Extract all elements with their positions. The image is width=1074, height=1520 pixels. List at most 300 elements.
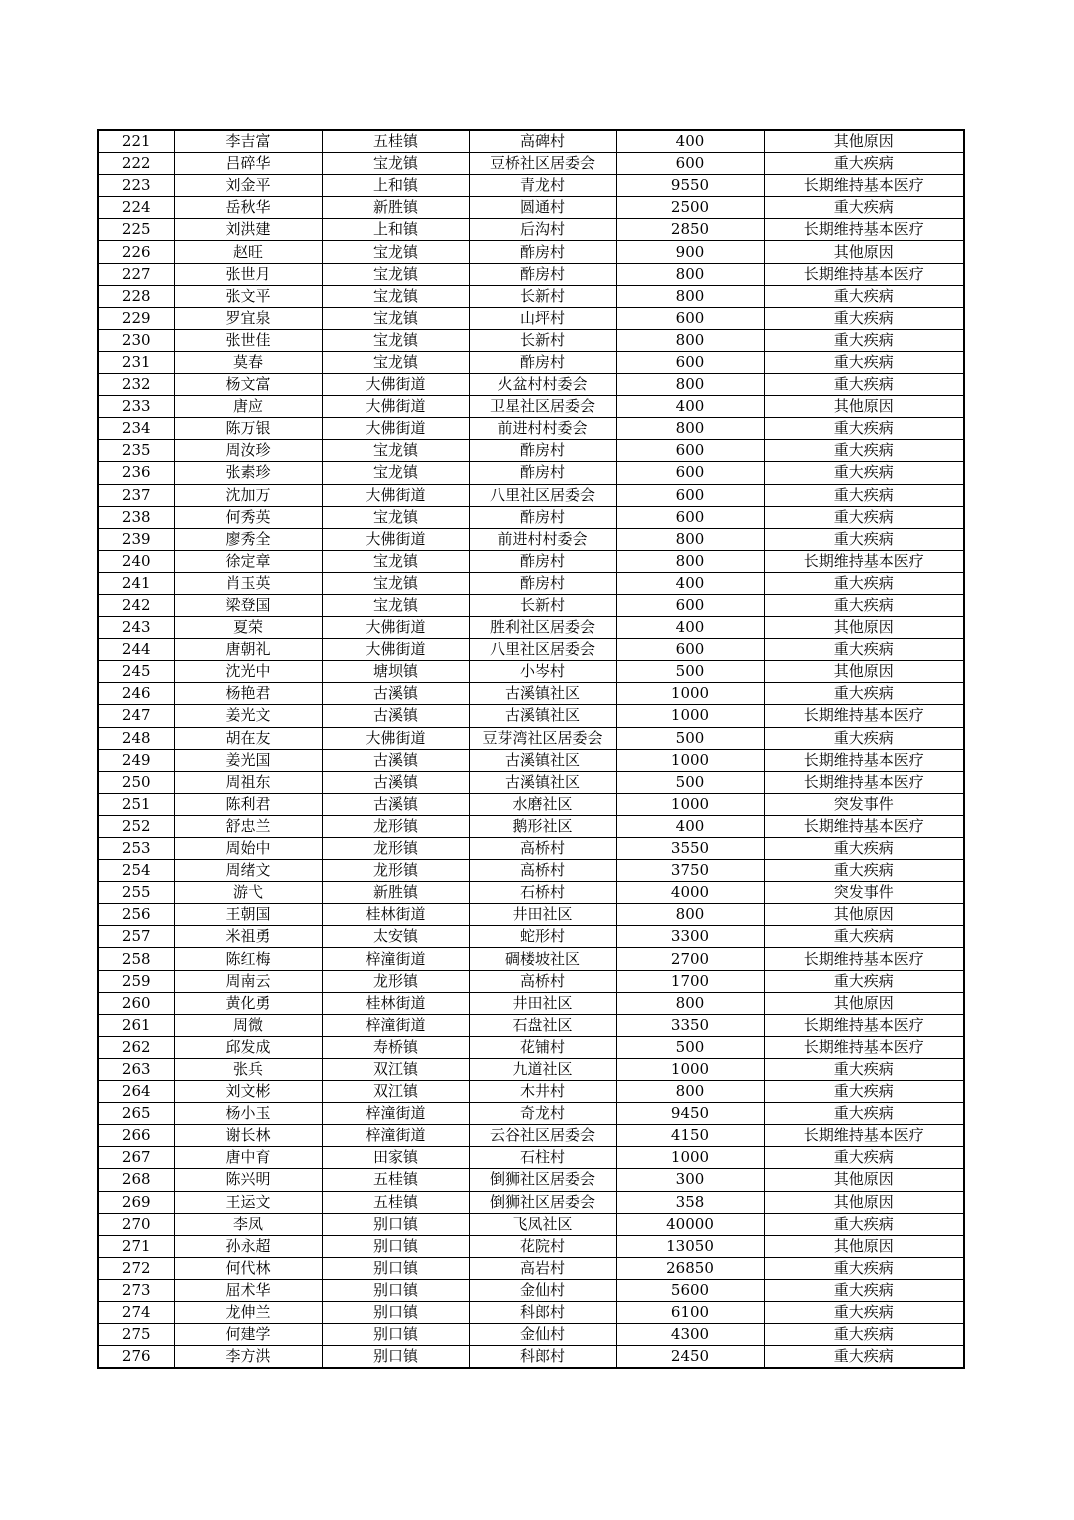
row-number-cell: 246	[98, 683, 174, 705]
village-cell: 高岩村	[469, 1257, 616, 1279]
name-cell: 陈利君	[174, 793, 322, 815]
village-cell: 山坪村	[469, 307, 616, 329]
amount-cell: 600	[616, 639, 764, 661]
village-cell: 高桥村	[469, 970, 616, 992]
assistance-table	[97, 129, 965, 1369]
village-cell: 八里社区居委会	[469, 639, 616, 661]
name-cell: 李吉富	[174, 130, 322, 153]
reason-cell: 重大疾病	[764, 528, 964, 550]
village-cell: 酢房村	[469, 506, 616, 528]
town-cell: 大佛街道	[322, 639, 469, 661]
amount-cell: 9550	[616, 175, 764, 197]
row-number-cell: 224	[98, 197, 174, 219]
row-number-cell: 226	[98, 241, 174, 263]
table-row	[98, 528, 964, 550]
row-number-cell: 241	[98, 572, 174, 594]
table-row	[98, 1301, 964, 1323]
town-cell: 新胜镇	[322, 882, 469, 904]
village-cell: 蛇形村	[469, 926, 616, 948]
table-row	[98, 1103, 964, 1125]
table-row	[98, 285, 964, 307]
amount-cell: 400	[616, 815, 764, 837]
name-cell: 周绪文	[174, 860, 322, 882]
name-cell: 陈万银	[174, 418, 322, 440]
town-cell: 五桂镇	[322, 1191, 469, 1213]
town-cell: 别口镇	[322, 1346, 469, 1369]
town-cell: 五桂镇	[322, 130, 469, 153]
amount-cell: 800	[616, 418, 764, 440]
town-cell: 宝龙镇	[322, 572, 469, 594]
name-cell: 周祖东	[174, 771, 322, 793]
town-cell: 宝龙镇	[322, 307, 469, 329]
name-cell: 赵旺	[174, 241, 322, 263]
reason-cell: 重大疾病	[764, 1301, 964, 1323]
town-cell: 大佛街道	[322, 418, 469, 440]
row-number-cell: 242	[98, 594, 174, 616]
village-cell: 酢房村	[469, 241, 616, 263]
reason-cell: 长期维持基本医疗	[764, 550, 964, 572]
village-cell: 古溪镇社区	[469, 683, 616, 705]
reason-cell: 长期维持基本医疗	[764, 1125, 964, 1147]
village-cell: 云谷社区居委会	[469, 1125, 616, 1147]
town-cell: 宝龙镇	[322, 462, 469, 484]
village-cell: 长新村	[469, 594, 616, 616]
name-cell: 王朝国	[174, 904, 322, 926]
row-number-cell: 250	[98, 771, 174, 793]
village-cell: 九道社区	[469, 1058, 616, 1080]
town-cell: 梓潼街道	[322, 948, 469, 970]
reason-cell: 重大疾病	[764, 683, 964, 705]
row-number-cell: 231	[98, 351, 174, 373]
village-cell: 石桥村	[469, 882, 616, 904]
village-cell: 高桥村	[469, 838, 616, 860]
row-number-cell: 238	[98, 506, 174, 528]
row-number-cell: 253	[98, 838, 174, 860]
table-row	[98, 1279, 964, 1301]
row-number-cell: 243	[98, 617, 174, 639]
row-number-cell: 266	[98, 1125, 174, 1147]
village-cell: 科郎村	[469, 1346, 616, 1369]
town-cell: 大佛街道	[322, 617, 469, 639]
table-row	[98, 1036, 964, 1058]
village-cell: 长新村	[469, 329, 616, 351]
village-cell: 石盘社区	[469, 1014, 616, 1036]
name-cell: 姜光文	[174, 705, 322, 727]
amount-cell: 400	[616, 396, 764, 418]
reason-cell: 重大疾病	[764, 418, 964, 440]
name-cell: 米祖勇	[174, 926, 322, 948]
town-cell: 宝龙镇	[322, 594, 469, 616]
town-cell: 大佛街道	[322, 528, 469, 550]
village-cell: 井田社区	[469, 992, 616, 1014]
row-number-cell: 273	[98, 1279, 174, 1301]
row-number-cell: 274	[98, 1301, 174, 1323]
name-cell: 邱发成	[174, 1036, 322, 1058]
row-number-cell: 271	[98, 1235, 174, 1257]
reason-cell: 重大疾病	[764, 838, 964, 860]
town-cell: 寿桥镇	[322, 1036, 469, 1058]
row-number-cell: 258	[98, 948, 174, 970]
village-cell: 长新村	[469, 285, 616, 307]
town-cell: 别口镇	[322, 1235, 469, 1257]
row-number-cell: 275	[98, 1324, 174, 1346]
town-cell: 宝龙镇	[322, 153, 469, 175]
reason-cell: 重大疾病	[764, 1346, 964, 1369]
table-row	[98, 1081, 964, 1103]
amount-cell: 40000	[616, 1213, 764, 1235]
reason-cell: 长期维持基本医疗	[764, 263, 964, 285]
town-cell: 塘坝镇	[322, 661, 469, 683]
amount-cell: 3350	[616, 1014, 764, 1036]
row-number-cell: 254	[98, 860, 174, 882]
name-cell: 张世月	[174, 263, 322, 285]
reason-cell: 重大疾病	[764, 153, 964, 175]
amount-cell: 600	[616, 440, 764, 462]
village-cell: 酢房村	[469, 462, 616, 484]
name-cell: 廖秀全	[174, 528, 322, 550]
town-cell: 别口镇	[322, 1279, 469, 1301]
village-cell: 古溪镇社区	[469, 705, 616, 727]
row-number-cell: 230	[98, 329, 174, 351]
amount-cell: 400	[616, 617, 764, 639]
reason-cell: 其他原因	[764, 1169, 964, 1191]
town-cell: 别口镇	[322, 1301, 469, 1323]
table-row	[98, 197, 964, 219]
town-cell: 别口镇	[322, 1257, 469, 1279]
name-cell: 吕碎华	[174, 153, 322, 175]
row-number-cell: 247	[98, 705, 174, 727]
village-cell: 高碑村	[469, 130, 616, 153]
village-cell: 倒狮社区居委会	[469, 1191, 616, 1213]
table-row	[98, 1191, 964, 1213]
row-number-cell: 236	[98, 462, 174, 484]
row-number-cell: 227	[98, 263, 174, 285]
row-number-cell: 244	[98, 639, 174, 661]
village-cell: 前进村村委会	[469, 528, 616, 550]
name-cell: 岳秋华	[174, 197, 322, 219]
amount-cell: 800	[616, 992, 764, 1014]
reason-cell: 突发事件	[764, 793, 964, 815]
row-number-cell: 228	[98, 285, 174, 307]
amount-cell: 500	[616, 727, 764, 749]
name-cell: 周微	[174, 1014, 322, 1036]
table-row	[98, 948, 964, 970]
reason-cell: 重大疾病	[764, 926, 964, 948]
town-cell: 宝龙镇	[322, 440, 469, 462]
reason-cell: 其他原因	[764, 992, 964, 1014]
amount-cell: 400	[616, 130, 764, 153]
table-row	[98, 639, 964, 661]
name-cell: 张世佳	[174, 329, 322, 351]
table-row	[98, 153, 964, 175]
village-cell: 飞凤社区	[469, 1213, 616, 1235]
amount-cell: 600	[616, 307, 764, 329]
name-cell: 谢长林	[174, 1125, 322, 1147]
row-number-cell: 265	[98, 1103, 174, 1125]
row-number-cell: 232	[98, 374, 174, 396]
reason-cell: 重大疾病	[764, 440, 964, 462]
name-cell: 梁登国	[174, 594, 322, 616]
amount-cell: 400	[616, 572, 764, 594]
name-cell: 沈加万	[174, 484, 322, 506]
village-cell: 后沟村	[469, 219, 616, 241]
village-cell: 酢房村	[469, 263, 616, 285]
name-cell: 何建学	[174, 1324, 322, 1346]
reason-cell: 重大疾病	[764, 1324, 964, 1346]
row-number-cell: 234	[98, 418, 174, 440]
row-number-cell: 257	[98, 926, 174, 948]
amount-cell: 1000	[616, 705, 764, 727]
table-row	[98, 882, 964, 904]
table-row	[98, 263, 964, 285]
row-number-cell: 222	[98, 153, 174, 175]
name-cell: 周始中	[174, 838, 322, 860]
table-row	[98, 705, 964, 727]
name-cell: 杨文富	[174, 374, 322, 396]
reason-cell: 重大疾病	[764, 1058, 964, 1080]
reason-cell: 长期维持基本医疗	[764, 1014, 964, 1036]
village-cell: 青龙村	[469, 175, 616, 197]
row-number-cell: 235	[98, 440, 174, 462]
reason-cell: 长期维持基本医疗	[764, 771, 964, 793]
amount-cell: 600	[616, 462, 764, 484]
table-row	[98, 1058, 964, 1080]
table-row	[98, 307, 964, 329]
table-row	[98, 617, 964, 639]
table-row	[98, 506, 964, 528]
table-row	[98, 1169, 964, 1191]
village-cell: 鹅形社区	[469, 815, 616, 837]
name-cell: 唐朝礼	[174, 639, 322, 661]
reason-cell: 重大疾病	[764, 285, 964, 307]
table-row	[98, 749, 964, 771]
town-cell: 双江镇	[322, 1081, 469, 1103]
table-row	[98, 860, 964, 882]
reason-cell: 长期维持基本医疗	[764, 815, 964, 837]
reason-cell: 重大疾病	[764, 484, 964, 506]
town-cell: 宝龙镇	[322, 550, 469, 572]
table-row	[98, 440, 964, 462]
village-cell: 小岑村	[469, 661, 616, 683]
village-cell: 金仙村	[469, 1324, 616, 1346]
name-cell: 姜光国	[174, 749, 322, 771]
row-number-cell: 256	[98, 904, 174, 926]
amount-cell: 800	[616, 285, 764, 307]
reason-cell: 其他原因	[764, 130, 964, 153]
village-cell: 花铺村	[469, 1036, 616, 1058]
village-cell: 木井村	[469, 1081, 616, 1103]
table-row	[98, 1125, 964, 1147]
reason-cell: 重大疾病	[764, 1213, 964, 1235]
table-row	[98, 418, 964, 440]
town-cell: 宝龙镇	[322, 263, 469, 285]
reason-cell: 重大疾病	[764, 572, 964, 594]
village-cell: 金仙村	[469, 1279, 616, 1301]
table-row	[98, 727, 964, 749]
reason-cell: 重大疾病	[764, 374, 964, 396]
amount-cell: 600	[616, 506, 764, 528]
name-cell: 李凤	[174, 1213, 322, 1235]
amount-cell: 800	[616, 263, 764, 285]
town-cell: 古溪镇	[322, 683, 469, 705]
table-row	[98, 970, 964, 992]
table-row	[98, 1213, 964, 1235]
table-row	[98, 904, 964, 926]
town-cell: 别口镇	[322, 1324, 469, 1346]
town-cell: 双江镇	[322, 1058, 469, 1080]
table-row	[98, 462, 964, 484]
name-cell: 李方洪	[174, 1346, 322, 1369]
name-cell: 孙永超	[174, 1235, 322, 1257]
reason-cell: 重大疾病	[764, 727, 964, 749]
row-number-cell: 272	[98, 1257, 174, 1279]
reason-cell: 突发事件	[764, 882, 964, 904]
table-row	[98, 130, 964, 153]
town-cell: 上和镇	[322, 175, 469, 197]
amount-cell: 1000	[616, 749, 764, 771]
row-number-cell: 225	[98, 219, 174, 241]
reason-cell: 其他原因	[764, 241, 964, 263]
town-cell: 上和镇	[322, 219, 469, 241]
town-cell: 龙形镇	[322, 838, 469, 860]
village-cell: 豆芽湾社区居委会	[469, 727, 616, 749]
name-cell: 王运文	[174, 1191, 322, 1213]
table-row	[98, 1147, 964, 1169]
town-cell: 五桂镇	[322, 1169, 469, 1191]
amount-cell: 2500	[616, 197, 764, 219]
row-number-cell: 267	[98, 1147, 174, 1169]
village-cell: 酢房村	[469, 351, 616, 373]
name-cell: 沈光中	[174, 661, 322, 683]
table-row	[98, 1324, 964, 1346]
table-row	[98, 594, 964, 616]
village-cell: 火盆村村委会	[469, 374, 616, 396]
row-number-cell: 237	[98, 484, 174, 506]
amount-cell: 1000	[616, 1147, 764, 1169]
row-number-cell: 223	[98, 175, 174, 197]
village-cell: 水磨社区	[469, 793, 616, 815]
name-cell: 屈术华	[174, 1279, 322, 1301]
town-cell: 古溪镇	[322, 771, 469, 793]
table-row	[98, 838, 964, 860]
reason-cell: 重大疾病	[764, 307, 964, 329]
amount-cell: 800	[616, 550, 764, 572]
village-cell: 碉楼坡社区	[469, 948, 616, 970]
reason-cell: 其他原因	[764, 617, 964, 639]
village-cell: 豆桥社区居委会	[469, 153, 616, 175]
name-cell: 陈兴明	[174, 1169, 322, 1191]
table-row	[98, 219, 964, 241]
village-cell: 前进村村委会	[469, 418, 616, 440]
row-number-cell: 240	[98, 550, 174, 572]
name-cell: 黄化勇	[174, 992, 322, 1014]
table-row	[98, 175, 964, 197]
town-cell: 新胜镇	[322, 197, 469, 219]
row-number-cell: 248	[98, 727, 174, 749]
town-cell: 古溪镇	[322, 793, 469, 815]
reason-cell: 其他原因	[764, 1191, 964, 1213]
table-row	[98, 241, 964, 263]
row-number-cell: 229	[98, 307, 174, 329]
table-row	[98, 683, 964, 705]
row-number-cell: 262	[98, 1036, 174, 1058]
amount-cell: 1000	[616, 1058, 764, 1080]
amount-cell: 500	[616, 771, 764, 793]
reason-cell: 重大疾病	[764, 970, 964, 992]
amount-cell: 4000	[616, 882, 764, 904]
amount-cell: 900	[616, 241, 764, 263]
village-cell: 古溪镇社区	[469, 749, 616, 771]
amount-cell: 2700	[616, 948, 764, 970]
village-cell: 酢房村	[469, 550, 616, 572]
row-number-cell: 249	[98, 749, 174, 771]
name-cell: 杨艳君	[174, 683, 322, 705]
reason-cell: 重大疾病	[764, 1257, 964, 1279]
village-cell: 石柱村	[469, 1147, 616, 1169]
amount-cell: 500	[616, 1036, 764, 1058]
reason-cell: 重大疾病	[764, 639, 964, 661]
town-cell: 古溪镇	[322, 705, 469, 727]
reason-cell: 重大疾病	[764, 351, 964, 373]
name-cell: 张兵	[174, 1058, 322, 1080]
name-cell: 张素珍	[174, 462, 322, 484]
amount-cell: 6100	[616, 1301, 764, 1323]
name-cell: 刘金平	[174, 175, 322, 197]
name-cell: 何秀英	[174, 506, 322, 528]
village-cell: 科郎村	[469, 1301, 616, 1323]
row-number-cell: 259	[98, 970, 174, 992]
amount-cell: 13050	[616, 1235, 764, 1257]
amount-cell: 26850	[616, 1257, 764, 1279]
reason-cell: 长期维持基本医疗	[764, 749, 964, 771]
amount-cell: 600	[616, 351, 764, 373]
name-cell: 罗宜泉	[174, 307, 322, 329]
town-cell: 宝龙镇	[322, 506, 469, 528]
reason-cell: 重大疾病	[764, 1081, 964, 1103]
amount-cell: 4150	[616, 1125, 764, 1147]
amount-cell: 1700	[616, 970, 764, 992]
village-cell: 八里社区居委会	[469, 484, 616, 506]
reason-cell: 其他原因	[764, 396, 964, 418]
village-cell: 井田社区	[469, 904, 616, 926]
name-cell: 唐应	[174, 396, 322, 418]
reason-cell: 其他原因	[764, 904, 964, 926]
amount-cell: 358	[616, 1191, 764, 1213]
amount-cell: 2850	[616, 219, 764, 241]
amount-cell: 3750	[616, 860, 764, 882]
row-number-cell: 270	[98, 1213, 174, 1235]
reason-cell: 重大疾病	[764, 1103, 964, 1125]
amount-cell: 4300	[616, 1324, 764, 1346]
name-cell: 何代林	[174, 1257, 322, 1279]
name-cell: 周汝珍	[174, 440, 322, 462]
table-row	[98, 1014, 964, 1036]
name-cell: 周南云	[174, 970, 322, 992]
amount-cell: 300	[616, 1169, 764, 1191]
town-cell: 梓潼街道	[322, 1103, 469, 1125]
village-cell: 酢房村	[469, 572, 616, 594]
table-row	[98, 351, 964, 373]
name-cell: 夏荣	[174, 617, 322, 639]
town-cell: 太安镇	[322, 926, 469, 948]
name-cell: 胡在友	[174, 727, 322, 749]
table-row	[98, 1235, 964, 1257]
reason-cell: 重大疾病	[764, 329, 964, 351]
town-cell: 龙形镇	[322, 860, 469, 882]
town-cell: 桂林街道	[322, 904, 469, 926]
table-row	[98, 1257, 964, 1279]
village-cell: 高桥村	[469, 860, 616, 882]
